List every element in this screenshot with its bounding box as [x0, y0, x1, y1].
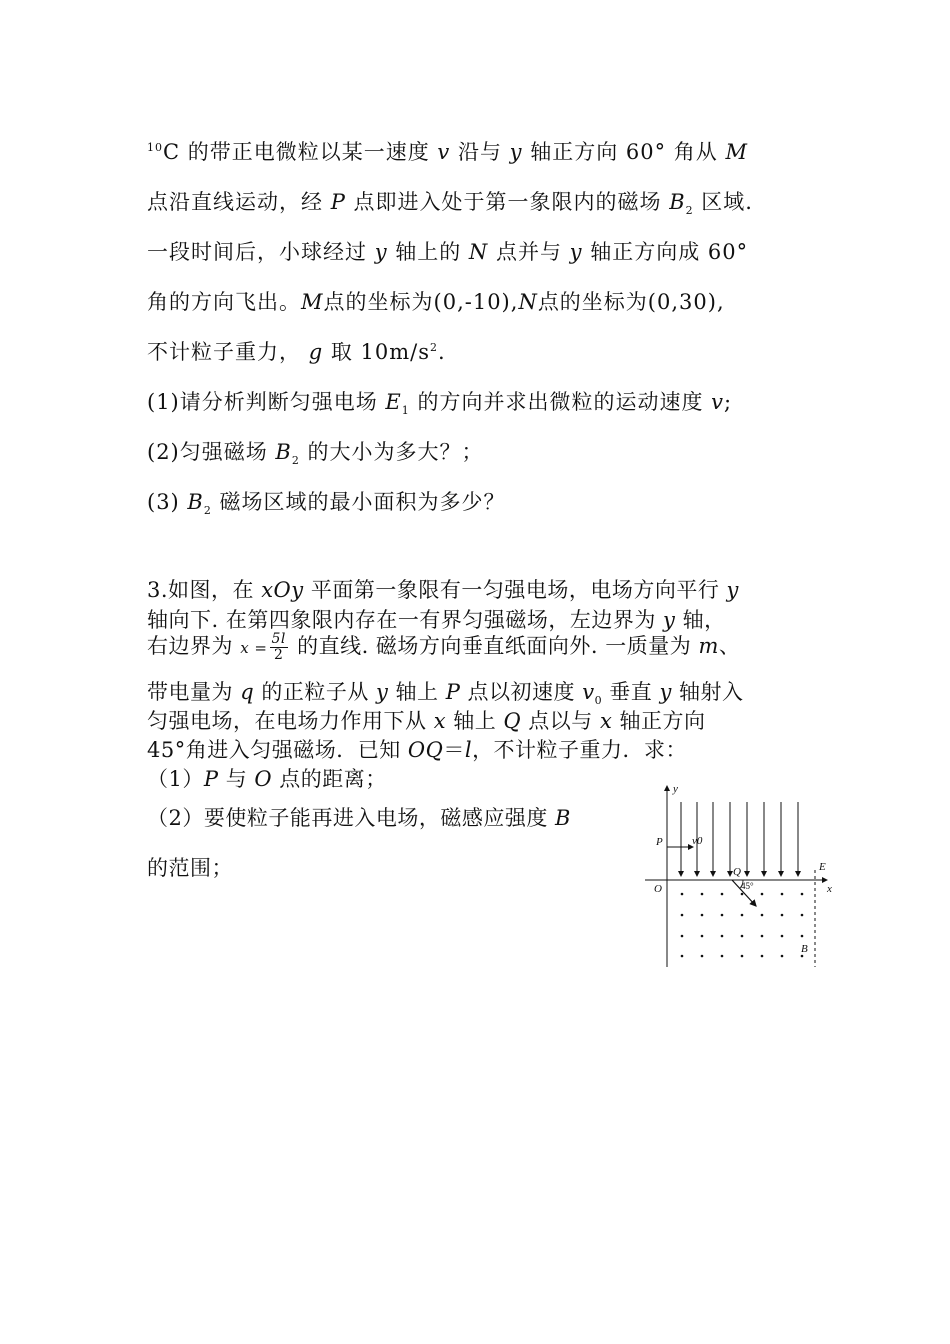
text: 的直线. 磁场方向垂直纸面向外. 一质量为: [289, 634, 699, 658]
label-x: x: [827, 883, 832, 895]
field-diagram: [640, 782, 840, 972]
p3-line-6: [147, 734, 687, 764]
label-y: y: [673, 783, 678, 795]
var-l: l: [464, 738, 473, 762]
var-v: v: [582, 680, 595, 704]
p2-question-2: [147, 436, 484, 467]
p3-line-3: [147, 630, 740, 663]
var-Q: Q: [503, 709, 522, 733]
var-y: y: [659, 680, 672, 704]
var-P: P: [445, 680, 461, 704]
text: 点的坐标为(0,30),: [537, 290, 725, 314]
field-dot: [701, 914, 704, 917]
text: C 的带正电微粒以某一速度: [163, 140, 438, 164]
var-B: B: [555, 806, 571, 830]
text: 轴正方向 60° 角从: [522, 140, 726, 164]
var-xOy: xOy: [261, 578, 304, 602]
var-B: B: [669, 190, 686, 214]
var-q: q: [240, 680, 255, 704]
subscript: 2: [291, 454, 300, 468]
field-dot: [761, 955, 764, 958]
text: 轴射入: [671, 680, 744, 704]
var-y: y: [663, 608, 676, 632]
var-y: y: [376, 680, 389, 704]
p2-line-4: [147, 286, 725, 316]
var-y: y: [374, 240, 388, 264]
field-dot: [741, 893, 744, 896]
field-dot: [801, 955, 804, 958]
var-OQ: OQ: [407, 738, 444, 762]
field-dot: [681, 955, 684, 958]
text: 的范围；: [147, 856, 233, 880]
text: 、: [718, 634, 741, 658]
var-B: B: [275, 440, 292, 464]
field-dot: [781, 893, 784, 896]
superscript: 10: [147, 141, 163, 154]
subscript: 2: [203, 504, 212, 518]
label-p: P: [656, 836, 663, 848]
field-dot: [781, 935, 784, 938]
var-g: g: [308, 340, 324, 364]
label-angle: 45°: [741, 881, 754, 891]
var-P: P: [203, 767, 219, 791]
text: 45°角进入匀强磁场．已知: [147, 738, 408, 762]
text: 的方向并求出微粒的运动速度: [409, 390, 712, 414]
text: .: [437, 340, 446, 364]
text: (3): [147, 490, 188, 514]
text: 轴正方向成 60°: [582, 240, 749, 264]
field-dot: [741, 914, 744, 917]
fraction-denominator: 2: [273, 647, 284, 663]
var-v: v: [711, 390, 724, 414]
field-dot: [721, 955, 724, 958]
label-v0: v0: [692, 835, 703, 847]
text: 区域.: [693, 190, 753, 214]
text: (1)请分析判断匀强电场: [147, 390, 386, 414]
text: 与: [218, 767, 255, 791]
var-B: B: [187, 490, 204, 514]
var-y: y: [726, 578, 739, 602]
text: 垂直: [602, 680, 660, 704]
label-q: Q: [733, 866, 741, 878]
p3-question-2-continued: [147, 852, 233, 882]
text: 点的距离；: [272, 767, 387, 791]
var-x: x: [599, 709, 613, 733]
p3-line-5: [147, 705, 706, 735]
subscript: 0: [594, 694, 603, 708]
p2-line-1: [147, 136, 748, 166]
field-dot: [761, 893, 764, 896]
text: 一段时间后，小球经过: [147, 240, 375, 264]
magnetic-field-dots: [681, 893, 804, 958]
text: 轴上的: [387, 240, 469, 264]
text: 点沿直线运动，经: [147, 190, 331, 214]
text: 磁场区域的最小面积为多少？: [211, 490, 506, 514]
field-dot: [741, 955, 744, 958]
var-O: O: [254, 767, 273, 791]
label-e: E: [819, 861, 826, 873]
p2-line-3: [147, 236, 748, 266]
subscript: 2: [685, 204, 694, 218]
var-y: y: [569, 240, 583, 264]
field-dot: [681, 914, 684, 917]
var-v: v: [437, 140, 451, 164]
text: 轴上: [446, 709, 504, 733]
text: 带电量为: [147, 680, 241, 704]
text: （2）要使粒子能再进入电场，磁感应强度: [147, 806, 556, 830]
p2-line-5: [147, 336, 446, 366]
text: （1）: [147, 767, 204, 791]
field-dot: [721, 893, 724, 896]
var-x: x: [433, 709, 447, 733]
p3-question-1: [147, 763, 387, 793]
field-dot: [781, 914, 784, 917]
field-dot: [721, 914, 724, 917]
field-dot: [761, 935, 764, 938]
field-dot: [701, 893, 704, 896]
field-dot: [741, 935, 744, 938]
var-P: P: [330, 190, 346, 214]
p2-question-3: [147, 486, 506, 517]
text: 平面第一象限有一匀强电场，电场方向平行: [303, 578, 727, 602]
text: 的大小为多大？；: [299, 440, 484, 464]
field-dot: [801, 914, 804, 917]
var-N: N: [468, 240, 489, 264]
text: 点的坐标为(0,-10),: [323, 290, 519, 314]
text: 轴上: [388, 680, 446, 704]
var-m: m: [698, 634, 719, 658]
field-dot: [681, 893, 684, 896]
label-b: B: [801, 943, 808, 955]
field-dot: [701, 955, 704, 958]
fraction-5l-over-2: [270, 632, 288, 663]
field-dot: [681, 935, 684, 938]
superscript: 2: [429, 341, 438, 354]
var-E: E: [385, 390, 402, 414]
field-dot: [781, 955, 784, 958]
text: 匀强电场，在电场力作用下从: [147, 709, 434, 733]
fraction-numerator: 5l: [271, 631, 286, 647]
text: 点以初速度: [460, 680, 583, 704]
field-dot: [801, 935, 804, 938]
text: ，不计粒子重力．求：: [472, 738, 688, 762]
subscript: 1: [401, 404, 410, 418]
var-y: y: [509, 140, 523, 164]
field-dot: [801, 893, 804, 896]
text: 3.如图，在: [147, 578, 262, 602]
text: 的正粒子从: [254, 680, 376, 704]
field-dot: [721, 935, 724, 938]
text: 点并与: [488, 240, 570, 264]
var-M: M: [725, 140, 748, 164]
text: 不计粒子重力，: [147, 340, 309, 364]
p3-line-1: [147, 574, 739, 604]
text: (2)匀强磁场: [147, 440, 276, 464]
text: =: [249, 639, 268, 657]
text: 角的方向飞出。: [147, 290, 301, 314]
var-N: N: [518, 290, 538, 314]
text: ＝: [443, 738, 465, 762]
text: ;: [724, 390, 733, 414]
text: 轴，: [675, 608, 726, 632]
text: 取 10m/s: [323, 340, 430, 364]
text: 沿与: [450, 140, 510, 164]
field-dot: [701, 935, 704, 938]
p2-line-2: [147, 186, 753, 217]
var-M: M: [301, 290, 324, 314]
text: 轴向下. 在第四象限内存在一有界匀强磁场，左边界为: [147, 608, 664, 632]
field-dot: [761, 914, 764, 917]
text: 右边界为: [147, 634, 241, 658]
p3-line-4: [147, 676, 744, 707]
text: 轴正方向: [612, 709, 706, 733]
label-o: O: [654, 883, 662, 895]
text: 点即进入处于第一象限内的磁场: [345, 190, 670, 214]
text: 点以与: [521, 709, 600, 733]
p2-question-1: [147, 386, 732, 417]
p3-question-2: [147, 802, 571, 832]
var-x: x: [240, 639, 250, 657]
